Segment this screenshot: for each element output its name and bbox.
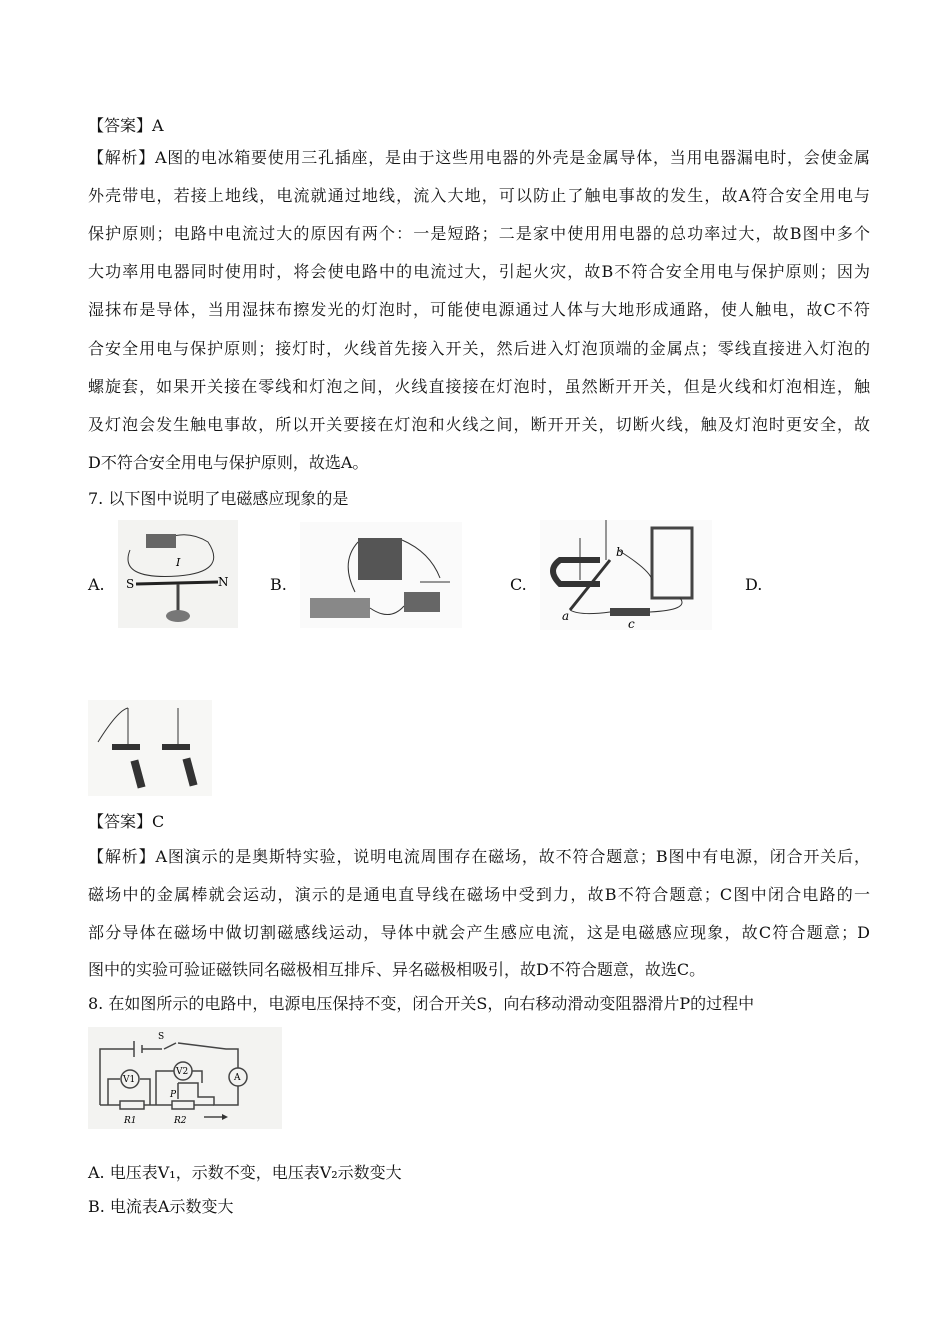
q6-analysis-line: 合安全用电与保护原则；接灯时，火线首先接入开关，然后进入灯泡顶端的金属点；零线直接进入灯泡的 bbox=[88, 339, 870, 358]
motor-experiment-figure bbox=[300, 522, 462, 628]
q6-analysis-line: 及灯泡会发生触电事故，所以开关要接在灯泡和火线之间，断开开关，切断火线，触及灯泡时更安全，故 bbox=[88, 415, 870, 434]
q6-analysis-line: 【解析】A图的电冰箱要使用三孔插座，是由于这些用电器的外壳是金属导体，当用电器漏电时，会使金属 bbox=[88, 148, 870, 167]
voltmeter-v2-label: V2 bbox=[176, 1067, 189, 1077]
rod-end-b-label: b bbox=[616, 545, 624, 559]
q6-analysis-line: 湿抹布是导体，当用湿抹布擦发光的灯泡时，可能使电源通过人体与大地形成通路，使人触电，故C不符 bbox=[88, 300, 870, 319]
q6-analysis-line: D不符合安全用电与保护原则，故选A。 bbox=[88, 453, 369, 472]
switch-icon bbox=[610, 608, 650, 616]
switch-c-label: c bbox=[628, 617, 635, 630]
q7-question: 7. 以下图中说明了电磁感应现象的是 bbox=[88, 489, 349, 508]
q6-analysis-line: 外壳带电，若接上地线，电流就通过地线，流入大地，可以防止了触电事故的发生，故A符合安全用电与 bbox=[88, 186, 870, 205]
q8-question: 8. 在如图所示的电路中，电源电压保持不变，闭合开关S，向右移动滑动变阻器滑片P的过程中 bbox=[88, 994, 755, 1013]
q7-analysis-line: 部分导体在磁场中做切割磁感线运动，导体中就会产生感应电流，这是电磁感应现象，故C符合题意；D bbox=[88, 923, 870, 942]
q7-option-d-label: D. bbox=[745, 575, 763, 594]
q8-option-a: A. 电压表V₁，示数不变，电压表V₂示数变大 bbox=[88, 1163, 402, 1182]
q7-option-a-label: A. bbox=[88, 575, 105, 594]
galvanometer-icon bbox=[652, 528, 692, 598]
slider-p-label: P bbox=[170, 1090, 177, 1100]
q7-option-c-label: C. bbox=[510, 575, 527, 594]
q7-option-b-label: B. bbox=[270, 575, 287, 594]
arrow-right-icon bbox=[222, 1114, 228, 1120]
switch-s-label: S bbox=[158, 1032, 165, 1042]
q6-analysis-line: 保护原则；电路中电流过大的原因有两个：一是短路；二是家中使用用电器的总功率过大，故B图中多个 bbox=[88, 224, 870, 243]
q6-analysis-line: 大功率用电器同时使用时，将会使电路中的电流过大，引起火灾，故B不符合安全用电与保护原则；因为 bbox=[88, 262, 870, 281]
rheostat-r2-label: R2 bbox=[174, 1116, 187, 1126]
resistor-r1-label: R1 bbox=[124, 1116, 137, 1126]
magnet-interaction-figure bbox=[88, 700, 212, 796]
current-label: I bbox=[176, 556, 181, 569]
ammeter-a-label: A bbox=[234, 1073, 241, 1083]
q6-analysis-line: 螺旋套，如果开关接在零线和灯泡之间，火线直接接在灯泡时，虽然断开开关，但是火线和灯泡相连，触 bbox=[88, 377, 870, 396]
induction-experiment-figure bbox=[540, 520, 712, 630]
q7-analysis-line: 磁场中的金属棒就会运动，演示的是通电直导线在磁场中受到力，故B不符合题意；C图中闭合电路的一 bbox=[88, 885, 870, 904]
battery-icon bbox=[146, 534, 176, 548]
south-pole-label: S bbox=[126, 577, 135, 591]
q8-option-b: B. 电流表A示数变大 bbox=[88, 1197, 234, 1216]
north-pole-label: N bbox=[218, 575, 229, 589]
q7-analysis-line: 图中的实验可验证磁铁同名磁极相互排斥、异名磁极相吸引，故D不符合题意，故选C。 bbox=[88, 960, 706, 979]
q7-analysis-line: 【解析】A图演示的是奥斯特实验，说明电流周围存在磁场，故不符合题意；B图中有电源，闭合开关后， bbox=[88, 847, 870, 866]
rod-end-a-label: a bbox=[562, 609, 570, 623]
circuit-diagram bbox=[88, 1027, 282, 1129]
q6-answer: 【答案】A bbox=[88, 116, 164, 135]
q7-answer: 【答案】C bbox=[88, 812, 165, 831]
voltmeter-v1-label: V1 bbox=[123, 1075, 136, 1085]
oersted-experiment-figure bbox=[118, 520, 238, 628]
